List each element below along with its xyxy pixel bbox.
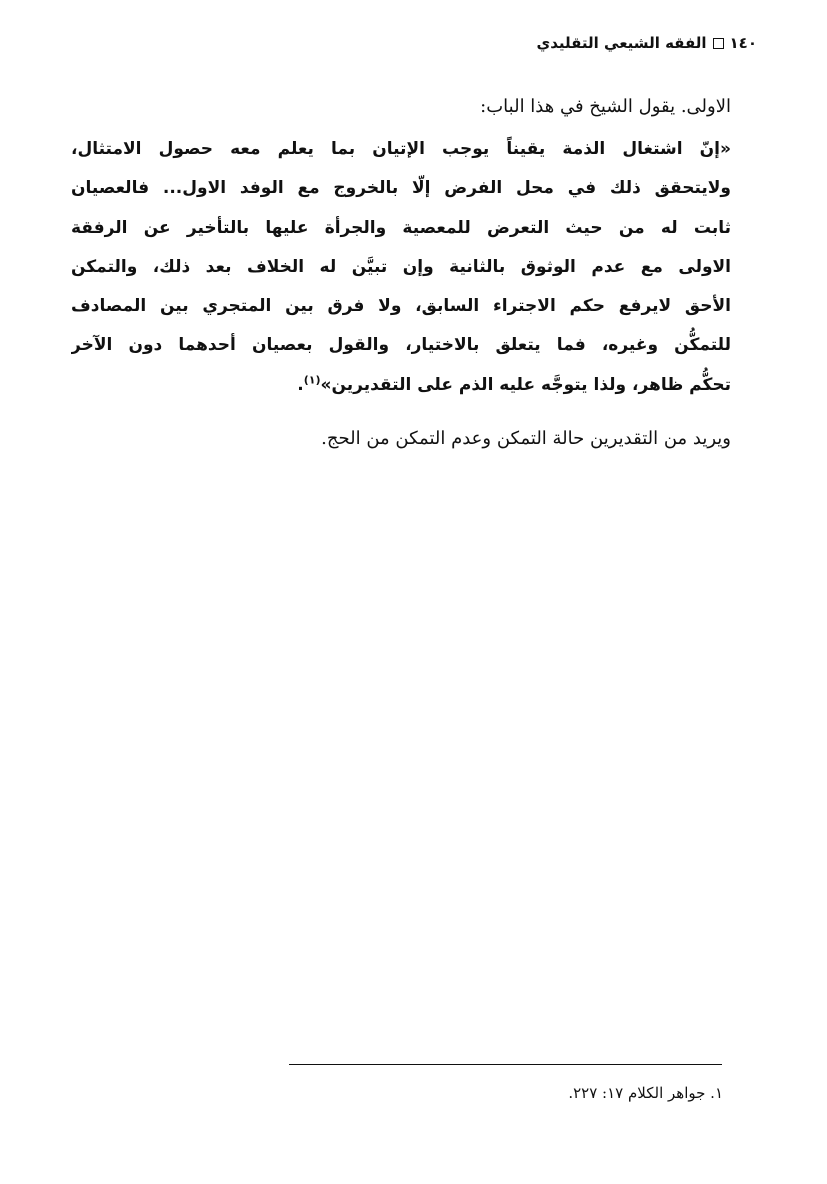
footnote-reference[interactable]: (١) <box>303 373 321 387</box>
quote-line-text: تحكُّم ظاهر، ولذا يتوجَّه عليه الذم على التقديرين» <box>320 374 731 395</box>
intro-paragraph: الاولى. يقول الشيخ في هذا الباب: <box>480 96 731 117</box>
footnote-divider <box>289 1064 722 1065</box>
quote-line: الاولى مع عدم الوثوق بالثانية وإن تبيَّن له الخلاف بعد ذلك، والتمكن <box>71 256 731 277</box>
footnote: ١. جواهر الكلام ١٧: ٢٢٧. <box>568 1084 723 1102</box>
quote-line: ولايتحقق ذلك في محل الفرض إلّا بالخروج مع الوفد الاول... فالعصيان <box>71 178 731 199</box>
period: . <box>297 374 304 395</box>
quote-line: ثابت له من حيث التعرض للمعصية والجرأة عليها بالتأخير عن الرفقة <box>71 217 731 238</box>
after-quote-paragraph: ويريد من التقديرين حالة التمكن وعدم التمكن من الحج. <box>321 428 731 449</box>
quotation-block <box>71 130 731 405</box>
quote-line-last <box>71 366 731 405</box>
square-ornament-icon <box>713 38 724 49</box>
quote-line: للتمكُّن وغيره، فما يتعلق بالاختيار، والقول بعصيان أحدهما دون الآخر <box>71 335 731 356</box>
quote-line: الأحق لايرفع حكم الاجتراء السابق، ولا فرق بين المتجري بين المصادف <box>71 296 731 317</box>
book-title: الفقه الشيعي التقليدي <box>536 34 707 52</box>
page-number: ١٤٠ <box>729 34 757 52</box>
quote-line: «إنّ اشتغال الذمة يقيناً يوجب الإتيان بما يعلم معه حصول الامتثال، <box>71 139 731 159</box>
running-header <box>157 30 757 56</box>
